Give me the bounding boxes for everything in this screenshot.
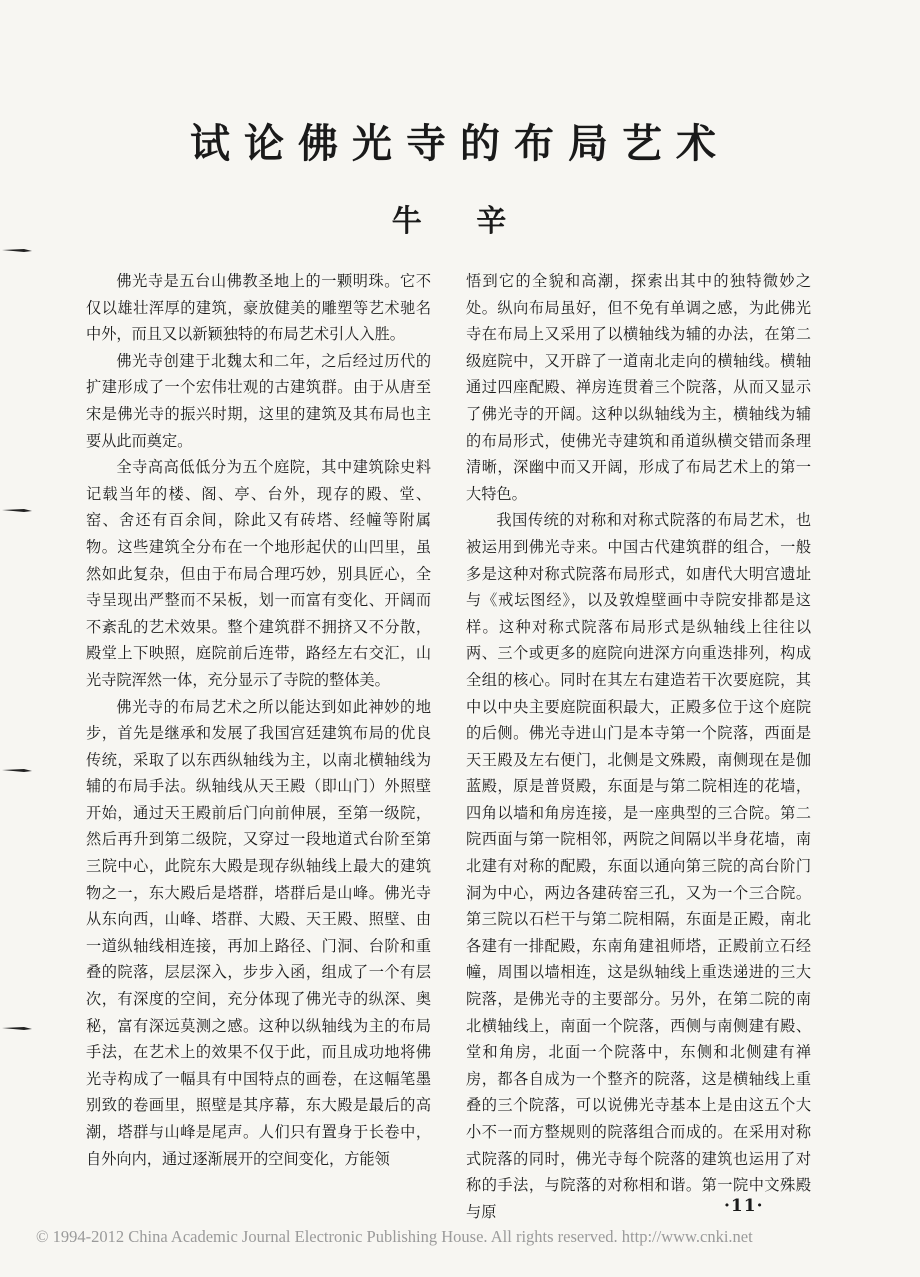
paragraph: 悟到它的全貌和高潮，探索出其中的独特微妙之处。纵向布局虽好，但不免有单调之感，为此佛光寺在布局上又采用了以横轴线为辅的办法，在第二级庭院中，又开辟了一道南北走向的横轴线。横轴通过四座配殿、禅房连贯着三个院落，从而又显示了佛光寺的开阔。这种以纵轴线为主，横轴线为辅的布局形式，使佛光寺建筑和甬道纵横交错而条理清晰，深幽中而又开阔，形成了布局艺术上的第一大特色。 bbox=[466, 272, 811, 503]
margin-mark bbox=[2, 246, 32, 254]
page-number: ·11· bbox=[724, 1196, 764, 1216]
paragraph: 佛光寺是五台山佛教圣地上的一颗明珠。它不仅以雄壮浑厚的建筑，豪放健美的雕塑等艺术驰名中外，而且又以新颖独特的布局艺术引人入胜。 bbox=[86, 272, 431, 344]
right-column bbox=[466, 268, 811, 1225]
paragraph: 我国传统的对称和对称式院落的布局艺术，也被运用到佛光寺来。中国古代建筑群的组合，一般多是这种对称式院落布局形式，如唐代大明宫遗址与《戒坛图经》，以及敦煌壁画中寺院安排都是这样。这种对称式院落布局形式是纵轴线上往往以两、三个或更多的庭院向进深方向重迭排列，构成全组的核心。同时在其左右建造若干次要庭院，其中以中央主要庭院面积最大，正殿多位于这个庭院的后侧。佛光寺进山门是本寺第一个院落，西面是天王殿及左右便门，北侧是文殊殿，南侧现在是伽蓝殿，原是普贤殿，东面是与第二院相连的花墙，四角以墙和角房连接，是一座典型的三合院。第二院西面与第一院相邻，两院之间隔以半身花墙，南北建有对称的配殿，东面以通向第三院的高台阶门洞为中心，两边各建砖窑三孔，又为一个三合院。第三院以石栏干与第二院相隔，东面是正殿，南北各建有一排配殿，东南角建祖师塔，正殿前立石经幢，周围以墙相连，这是纵轴线上重迭递进的三大院落，是佛光寺的主要部分。另外，在第二院的南北横轴线上，南面一个院落，西侧与南侧建有殿、堂和角房，北面一个院落中，东侧和北侧建有禅房，都各自成为一个整齐的院落，这是横轴线上重叠的三个院落，可以说佛光寺基本上是由这五个大小不一而方整规则的院落组合而成的。在采用对称式院落的同时，佛光寺每个院落的建筑也运用了对称的手法，与院落的对称相和谐。第一院中文殊殿与原 bbox=[466, 511, 811, 1221]
copyright-footer: © 1994-2012 China Academic Journal Electronic Publishing House. All rights reserved. http://www.cnki.net bbox=[36, 1227, 753, 1246]
paragraph: 佛光寺的布局艺术之所以能达到如此神妙的地步，首先是继承和发展了我国宫廷建筑布局的优良传统，采取了以东西纵轴线为主，以南北横轴线为辅的布局手法。纵轴线从天王殿（即山门）外照壁开始，通过天王殿前后门向前伸展，至第一级院，然后再升到第二级院，又穿过一段地道式台阶至第三院中心，此院东大殿是现存纵轴线上最大的建筑物之一，东大殿后是塔群，塔群后是山峰。佛光寺从东向西，山峰、塔群、大殿、天王殿、照壁、由一道纵轴线相连接，再加上路径、门洞、台阶和重叠的院落，层层深入，步步入函，组成了一个有层次，有深度的空间，充分体现了佛光寺的纵深、奥秘，富有深远莫测之感。这种以纵轴线为主的布局手法，在艺术上的效果不仅于此，而且成功地将佛光寺构成了一幅具有中国特点的画卷，在这幅笔墨别致的卷画里，照壁是其序幕，东大殿是最后的高潮，塔群与山峰是尾声。人们只有置身于长卷中，自外向内，通过逐渐展开的空间变化，方能领 bbox=[86, 697, 431, 1168]
paragraph: 佛光寺创建于北魏太和二年，之后经过历代的扩建形成了一个宏伟壮观的古建筑群。由于从唐至宋是佛光寺的振兴时期，这里的建筑及其布局也主要从此而奠定。 bbox=[86, 351, 431, 450]
left-column bbox=[86, 268, 431, 1172]
margin-mark bbox=[2, 506, 32, 514]
margin-mark bbox=[2, 766, 32, 774]
article-title: 试论佛光寺的布局艺术 bbox=[190, 120, 730, 167]
author-name: 牛 辛 bbox=[391, 204, 529, 239]
paragraph: 全寺高高低低分为五个庭院，其中建筑除史料记载当年的楼、阁、亭、台外，现存的殿、堂、窑、舍还有百余间，除此又有砖塔、经幢等附属物。这些建筑全分布在一个地形起伏的山凹里，虽然如此复杂，但由于布局合理巧妙，别具匠心，全寺呈现出严整而不呆板，划一而富有变化、开阔而不紊乱的艺术效果。整个建筑群不拥挤又不分散，殿堂上下映照，庭院前后连带，路经左右交汇，山光寺院浑然一体，充分显示了寺院的整体美。 bbox=[86, 458, 431, 689]
margin-mark bbox=[2, 1024, 32, 1032]
